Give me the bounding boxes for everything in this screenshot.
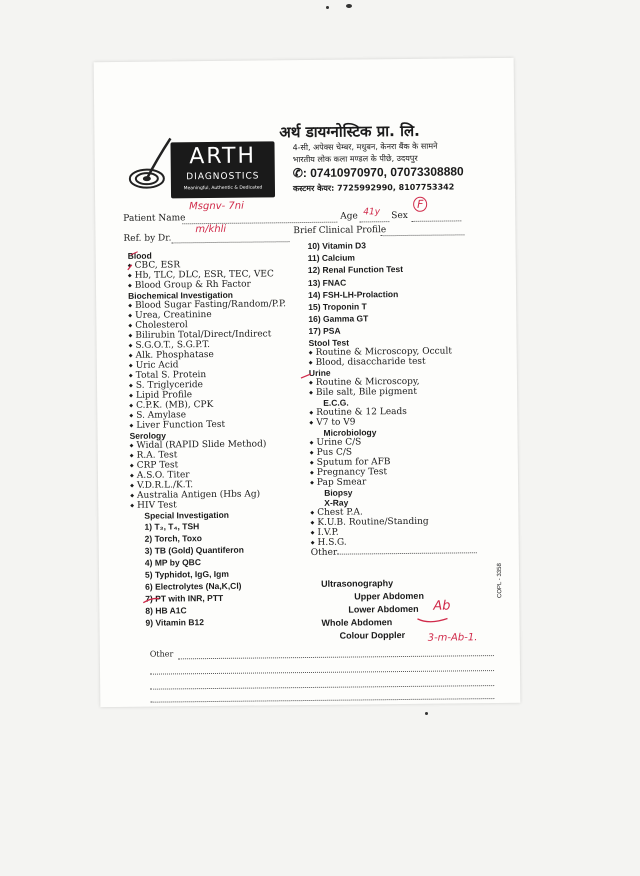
- other-line: [150, 670, 494, 675]
- usg-item: Colour Doppler: [339, 629, 406, 641]
- bio-test-item: ◆ S. Triglyceride: [129, 379, 287, 391]
- special-test-item: 7) PT with INR, PTT: [145, 592, 224, 604]
- sex-handwritten: F: [413, 197, 427, 212]
- special-test-item: 3) TB (Gold) Quantiferon: [144, 544, 244, 556]
- special-test-item: 2) Torch, Toxo: [144, 533, 202, 544]
- bio-test-item: ◆ Bilirubin Total/Direct/Indirect: [128, 329, 286, 341]
- numbered-test-item: 12) Renal Function Test: [307, 264, 404, 276]
- ecg-test-item: ◆ V7 to V9: [309, 416, 476, 428]
- bio-test-item: ◆ C.P.K. (MB), CPK: [129, 399, 287, 411]
- target-logo-icon: [126, 134, 177, 203]
- age-label: Age: [340, 211, 358, 222]
- bio-test-item: ◆ S.G.O.T., S.G.P.T.: [129, 339, 287, 351]
- xray-heading: X-Ray: [324, 497, 349, 508]
- other-label-right: [311, 546, 478, 558]
- bio-test-item: ◆ S. Amylase: [129, 409, 287, 421]
- bio-test-item: ◆ Lipid Profile: [129, 389, 287, 401]
- serology-test-item: ◆ A.S.O. Titer: [130, 469, 288, 481]
- special-test-item: 8) HB A1C: [145, 605, 187, 616]
- clinical-profile-line: [380, 234, 464, 236]
- sex-label: Sex: [391, 210, 408, 222]
- other-right-text: Other: [310, 547, 338, 558]
- usg-handwritten-note: Ab: [433, 598, 451, 614]
- brand-logo: [126, 133, 277, 203]
- address-line-1: 4-सी, अपेक्स चेम्बर, मधुबन, केनरा बैंक के सामने: [292, 141, 438, 153]
- bio-test-item: ◆ Urea, Creatinine: [128, 309, 286, 321]
- microbiology-test-item: ◆ Pus C/S: [310, 446, 477, 458]
- numbered-test-item: 15) Troponin T: [308, 301, 367, 312]
- xray-test-item: ◆ H.S.G.: [311, 536, 478, 548]
- ecg-heading: E.C.G.: [323, 397, 349, 408]
- microbiology-test-item: ◆ Pap Smear: [310, 476, 477, 488]
- usg-item: Upper Abdomen: [354, 590, 424, 602]
- bio-test-item: ◆ Cholesterol: [128, 319, 286, 331]
- brand-tagline: Meaningful, Authentic & Dedicated: [183, 185, 263, 192]
- special-test-item: 5) Typhidot, IgG, Igm: [144, 568, 229, 580]
- clinical-profile-label: Brief Clinical Profile: [293, 225, 387, 237]
- scan-speck: [346, 4, 352, 8]
- serology-test-item: ◆ CRP Test: [130, 459, 288, 471]
- scan-speck: [326, 6, 329, 9]
- other-line: [178, 655, 494, 659]
- brand-name: ARTH: [189, 143, 257, 170]
- xray-test-item: ◆ K.U.B. Routine/Standing: [310, 516, 477, 528]
- usg-heading: Ultrasonography: [321, 578, 394, 589]
- ref-line: [172, 241, 290, 243]
- special-test-item: 1) T₃, T₄, TSH: [144, 521, 200, 532]
- address-line-2: भारतीय लोक कला मण्डल के पीछे, उदयपुर: [292, 153, 418, 165]
- phone-line: [293, 164, 464, 180]
- serology-test-item: ◆ Australia Antigen (Hbs Ag): [130, 489, 288, 501]
- biochemical-heading: Biochemical Investigation: [128, 289, 234, 301]
- bio-test-item: ◆ Blood Sugar Fasting/Random/P.P.: [128, 299, 286, 311]
- customer-care: कस्टमर केयर: 7725992990, 8107753342: [292, 182, 455, 194]
- microbiology-test-item: ◆ Pregnancy Test: [310, 466, 477, 478]
- scan-speck: [425, 712, 428, 715]
- microbiology-test-item: ◆ Sputum for AFB: [310, 456, 477, 468]
- serology-test-item: ◆ V.D.R.L./K.T.: [130, 479, 288, 491]
- ref-handwritten: m/khli: [195, 223, 227, 236]
- bio-test-item: ◆ Uric Acid: [129, 359, 287, 371]
- serology-test-item: ◆ R.A. Test: [130, 449, 288, 461]
- stool-test-item: ◆ Routine & Microscopy, Occult: [309, 346, 476, 358]
- usg-item: Whole Abdomen: [321, 617, 393, 628]
- numbered-test-item: 13) FNAC: [307, 277, 347, 288]
- serology-test-item: ◆ HIV Test: [130, 499, 288, 511]
- special-test-item: 4) MP by QBC: [144, 557, 201, 568]
- bio-test-item: ◆ Alk. Phosphatase: [129, 349, 287, 361]
- other-line: [150, 698, 494, 703]
- company-name-hindi: अर्थ डायग्नोस्टिक प्रा. लि.: [279, 121, 420, 142]
- logo-wordmark: [170, 141, 275, 198]
- microbiology-test-item: ◆ Urine C/S: [310, 436, 477, 448]
- stool-test-heading: Stool Test: [308, 337, 350, 348]
- blood-test-item: ◆ Hb, TLC, DLC, ESR, TEC, VEC: [128, 269, 286, 281]
- other-line: [150, 685, 494, 690]
- xray-test-item: ◆ Chest P.A.: [310, 506, 477, 518]
- stool-test-item: ◆ Blood, disaccharide test: [309, 356, 476, 368]
- numbered-test-item: 10) Vitamin D3: [307, 240, 367, 251]
- xray-test-item: ◆ I.V.P.: [311, 526, 478, 538]
- urine-test-item: ◆ Routine & Microscopy,: [309, 376, 476, 388]
- serology-heading: Serology: [129, 430, 166, 441]
- requisition-form: [94, 58, 521, 707]
- sex-line: [411, 220, 461, 222]
- bio-test-item: ◆ Total S. Protein: [129, 369, 287, 381]
- urine-heading: Urine: [308, 367, 331, 378]
- numbered-test-item: 14) FSH-LH-Prolaction: [308, 288, 399, 300]
- patient-name-label: Patient Name: [123, 213, 186, 224]
- blood-test-item: ◆ Blood Group & Rh Factor: [128, 279, 286, 291]
- special-investigation-heading: Special Investigation: [144, 509, 229, 521]
- phone-numbers: : 07410970970, 07073308880: [302, 164, 464, 181]
- biopsy-heading: Biopsy: [324, 487, 353, 498]
- ecg-test-item: ◆ Routine & 12 Leads: [309, 406, 476, 418]
- patient-name-handwritten: Msgnv- 7ni: [189, 200, 244, 213]
- left-column: [128, 246, 290, 629]
- bio-test-item: ◆ Liver Function Test: [129, 419, 287, 431]
- handwritten-signature: 3-m-Ab-1.: [427, 632, 478, 644]
- serology-test-item: ◆ Widal (RAPID Slide Method): [130, 439, 288, 451]
- age-line: [359, 221, 389, 222]
- numbered-test-item: 11) Calcium: [307, 252, 355, 264]
- special-test-item: 6) Electrolytes (Na,K,Cl): [145, 580, 242, 592]
- urine-test-item: ◆ Bile salt, Bile pigment: [309, 386, 476, 398]
- form-code: COPL - 3358: [496, 563, 504, 599]
- numbered-test-item: 17) PSA: [308, 326, 341, 337]
- other-label-left: Other: [149, 649, 174, 659]
- blood-heading: Blood: [127, 250, 152, 261]
- special-test-item: 9) Vitamin B12: [145, 617, 204, 628]
- ref-label: Ref. by Dr.: [123, 233, 172, 244]
- right-column: [308, 238, 478, 557]
- blood-test-item: ◆ CBC, ESR: [128, 259, 286, 271]
- age-handwritten: 41y: [363, 207, 381, 218]
- brand-subtitle: DIAGNOSTICS: [186, 171, 260, 183]
- usg-item: Lower Abdomen: [348, 603, 419, 615]
- microbiology-heading: Microbiology: [323, 426, 377, 438]
- phone-icon: ✆: [292, 166, 303, 181]
- numbered-test-item: 16) Gamma GT: [308, 313, 369, 325]
